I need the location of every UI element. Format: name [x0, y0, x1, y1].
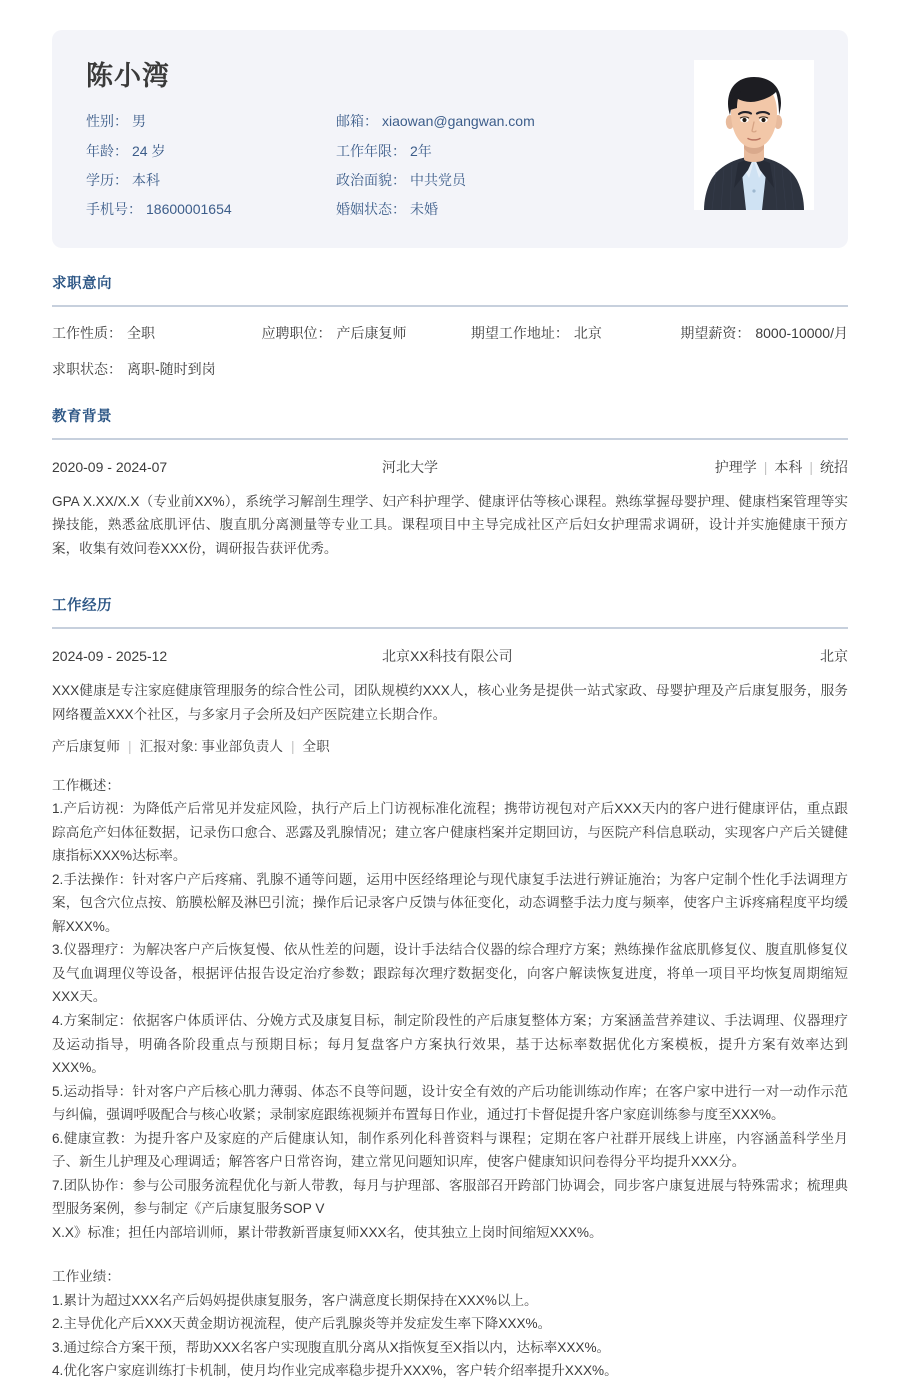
info-age-value: 24 岁: [132, 142, 166, 159]
work-duties-list: [52, 797, 848, 1244]
content-spacer: [52, 1244, 848, 1265]
intent-status-label: 求职状态：: [52, 361, 122, 378]
section-title-education: 教育背景: [52, 408, 112, 425]
intent-location: [471, 324, 680, 342]
meta-separator-icon: |: [291, 739, 295, 755]
personal-info-grid: [86, 112, 694, 218]
work-duty-item: 7.团队协作：参与公司服务流程优化与新人带教，每月与护理部、客服部召开跨部门协调会，同步客户康复进展与特殊需求；梳理典型服务案例，参与制定《产后康复服务SOP V: [52, 1177, 848, 1217]
portrait-illustration: [694, 60, 814, 210]
info-gender-value: 男: [132, 113, 146, 130]
profile-header-card: [52, 30, 848, 248]
info-degree-value: 本科: [132, 171, 160, 188]
education-degree: 本科: [774, 458, 803, 475]
intent-position: [261, 324, 470, 342]
work-achievements-list: [52, 1289, 848, 1383]
info-marital-status: [336, 200, 694, 218]
work-company-description: XXX健康是专注家庭健康管理服务的综合性公司，团队规模约XXX人，核心业务是提供一站式家政、母婴护理及产后康复服务，服务网络覆盖XXX个社区，与多家月子会所及妇产医院建立长期合作。: [52, 683, 848, 722]
work-entry-header: [52, 646, 848, 666]
job-intention-row-1: [52, 324, 848, 342]
intent-job-type-label: 工作性质：: [52, 325, 122, 342]
meta-separator-icon: |: [809, 458, 813, 475]
info-email-label: 邮箱：: [336, 113, 378, 130]
intent-location-label: 期望工作地址：: [470, 325, 569, 342]
info-age: [86, 142, 336, 160]
info-phone-value: 18600001654: [146, 200, 232, 217]
intent-location-value: 北京: [573, 325, 602, 342]
work-duty-item: 4.方案制定：依据客户体质评估、分娩方式及康复目标，制定阶段性的产后康复整体方案；方案涵盖营养建议、手法调理、仪器理疗及运动指导，明确各阶段重点与预期目标；每月复盘客户方案执行效果，基于达标率数据优化方案模板，提升方案有效率达到XXX%。: [52, 1013, 848, 1076]
candidate-name: 陈小湾: [86, 61, 170, 91]
intent-job-type-value: 全职: [127, 325, 155, 342]
education-date-range: 2020-09 - 2024-07: [52, 458, 168, 475]
profile-info-block: [86, 58, 694, 218]
section-divider: [52, 305, 848, 307]
intent-salary-label: 期望薪资：: [680, 325, 751, 342]
work-duty-item: X.X》标准；担任内部培训师，累计带教新晋康复师XXX名，使其独立上岗时间缩短XXX%。: [52, 1224, 603, 1240]
work-duty-item: 2.手法操作：针对客户产后疼痛、乳腺不通等问题，运用中医经络理论与现代康复手法进行辨证施治；为客户定制个性化手法调理方案，包含穴位点按、筋膜松解及淋巴引流；操作后记录客户反馈与体征变化，动态调整手法力度与频率，使客户主诉疼痛程度平均缓解XXX%。: [52, 871, 848, 934]
info-marital-status-value: 未婚: [410, 200, 438, 217]
info-phone-label: 手机号：: [86, 200, 142, 217]
education-admission-type: 统招: [820, 458, 848, 475]
intent-position-value: 产后康复师: [336, 325, 407, 342]
section-education: [52, 381, 848, 561]
info-political-status-value: 中共党员: [410, 171, 466, 188]
work-achievement-item: 2.主导优化产后XXX天黄金期访视流程，使产后乳腺炎等并发症发生率下降XXX%。: [52, 1316, 552, 1332]
education-description: GPA X.XX/X.X（专业前XX%），系统学习解剖生理学、妇产科护理学、健康评估等核心课程。熟练掌握母婴护理、健康档案管理等实操技能，熟悉盆底肌评估、腹直肌分离测量等专业工具。课程项目中主导完成社区产后妇女护理需求调研，设计并实施健康干预方案，收集有效问卷XXX份，调研报告获评优秀。: [52, 493, 848, 556]
work-achievements-label: 工作业绩：: [52, 1269, 120, 1285]
work-achievement-item: 1.累计为超过XXX名产后妈妈提供康复服务，客户满意度长期保持在XXX%以上。: [52, 1292, 538, 1308]
work-duty-item: 6.健康宣教：为提升客户及家庭的产后健康认知，制作系列化科普资料与课程；定期在客户社群开展线上讲座，内容涵盖科学坐月子、新生儿护理及心理调适；解答客户日常咨询，建立常见问题知识库，使客户健康知识问卷得分平均提升XXX分。: [52, 1130, 848, 1170]
work-date-range: 2024-09 - 2025-12: [52, 648, 168, 665]
work-duty-item: 1.产后访视：为降低产后常见并发症风险，执行产后上门访视标准化流程；携带访视包对产后XXX天内的客户进行健康评估，重点跟踪高危产妇体征数据，记录伤口愈合、恶露及乳腺情况；建立客户健康档案并定期回访，与医院产科信息联动，实现客户产后关键健康指标XXX%达标率。: [52, 801, 848, 864]
section-title-job-intention: 求职意向: [52, 276, 112, 293]
intent-status-value: 离职-随时到岗: [127, 361, 216, 378]
intent-position-label: 应聘职位：: [261, 325, 332, 342]
education-school-name: 河北大学: [382, 458, 438, 475]
info-political-status-label: 政治面貌：: [336, 171, 406, 188]
education-entry-header: [52, 457, 848, 477]
intent-status: [52, 360, 264, 378]
section-work-experience: [52, 570, 848, 1383]
work-duty-item: 5.运动指导：针对客户产后核心肌力薄弱、体态不良等问题，设计安全有效的产后功能训练动作库；在客户家中进行一对一动作示范与纠偏，强调呼吸配合与核心收紧；录制家庭跟练视频并布置每日作业，通过打卡督促提升客户家庭训练参与度至XXX%。: [52, 1083, 848, 1123]
info-marital-status-label: 婚姻状态：: [336, 200, 406, 217]
info-gender: [86, 112, 336, 130]
meta-separator-icon: |: [763, 458, 768, 475]
info-phone: [86, 200, 336, 218]
intent-salary-value: 8000-10000/月: [755, 325, 848, 342]
section-title-work-experience: 工作经历: [52, 598, 112, 615]
section-divider: [52, 438, 848, 440]
job-intention-row-2: [52, 360, 848, 378]
education-major: 护理学: [714, 458, 757, 475]
info-experience: [336, 142, 694, 160]
work-overview-label: 工作概述：: [52, 777, 120, 793]
candidate-photo: [694, 60, 814, 210]
intent-salary: [680, 324, 848, 342]
info-political-status: [336, 171, 694, 189]
section-divider: [52, 627, 848, 629]
info-degree-label: 学历：: [86, 171, 128, 188]
work-achievement-item: 4.优化客户家庭训练打卡机制，使月均作业完成率稳步提升XXX%，客户转介绍率提升XXX%。: [52, 1363, 618, 1379]
work-achievement-item: 3.通过综合方案干预，帮助XXX名客户实现腹直肌分离从X指恢复至X指以内，达标率XXX%。: [52, 1339, 611, 1355]
info-experience-label: 工作年限：: [336, 142, 406, 159]
work-role-line: [52, 736, 848, 758]
section-job-intention: [52, 248, 848, 378]
info-email: [336, 112, 694, 130]
meta-separator-icon: |: [127, 739, 132, 755]
info-gender-label: 性别：: [86, 113, 128, 130]
intent-job-type: [52, 324, 261, 342]
education-meta: [715, 457, 848, 477]
work-employment-type: 全职: [302, 739, 330, 755]
work-report-to: 汇报对象: 事业部负责人: [139, 739, 283, 755]
info-email-value: xiaowan@gangwan.com: [382, 113, 535, 130]
info-age-label: 年龄：: [86, 142, 128, 159]
work-location: 北京: [820, 648, 848, 665]
info-experience-value: 2年: [410, 142, 432, 159]
work-duty-item: 3.仪器理疗：为解决客户产后恢复慢、依从性差的问题，设计手法结合仪器的综合理疗方案；熟练操作盆底肌修复仪、腹直肌修复仪及气血调理仪等设备，根据评估报告设定治疗参数；跟踪每次理疗数据变化，向客户解读恢复进度，将单一项目平均恢复周期缩短XXX天。: [52, 942, 848, 1005]
work-role-title: 产后康复师: [52, 739, 120, 755]
info-degree: [86, 171, 336, 189]
work-company-name: 北京XX科技有限公司: [382, 648, 513, 665]
